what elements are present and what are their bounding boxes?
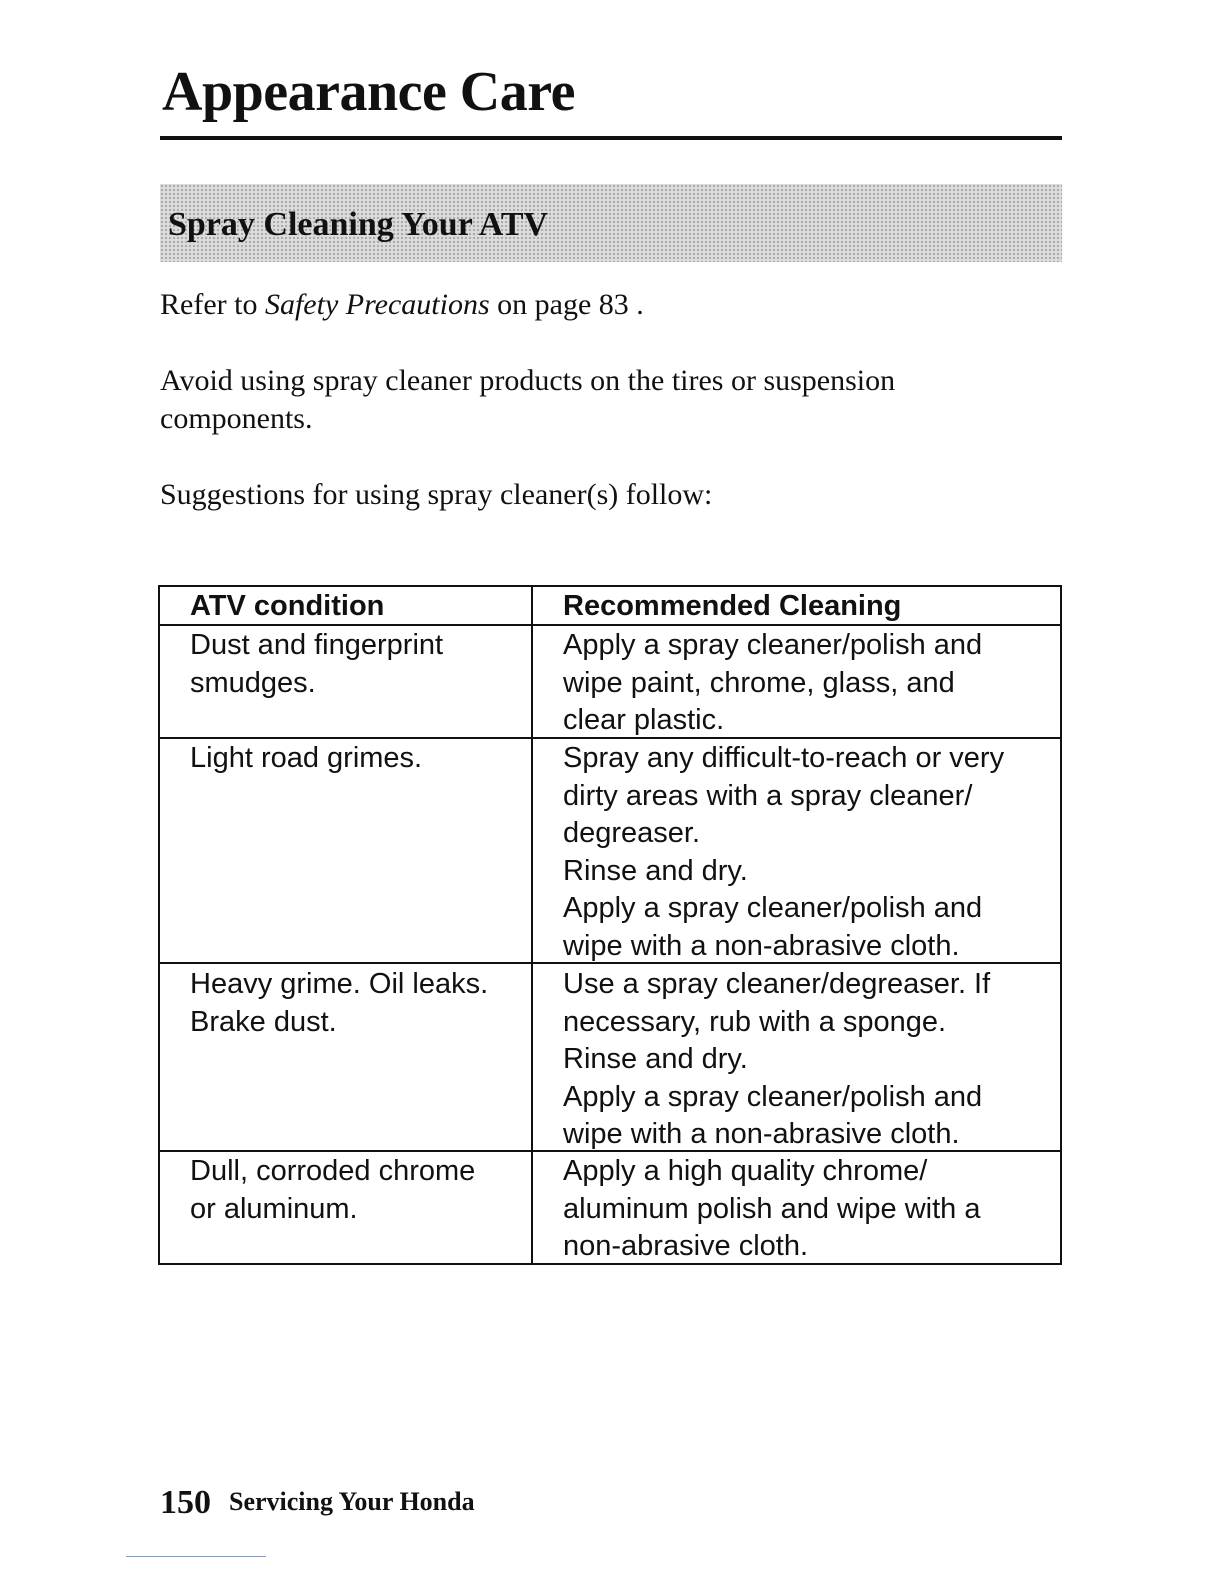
- cell-line: degreaser.: [563, 817, 701, 849]
- cell-line: aluminum polish and wipe with a: [563, 1192, 981, 1225]
- row-rule: [160, 1150, 1060, 1152]
- bottom-rule: [126, 1556, 266, 1557]
- suggestions-paragraph: Suggestions for using spray cleaner(s) follow:: [160, 478, 713, 511]
- cell-line: Dull, corroded chrome: [190, 1155, 476, 1187]
- cell-line: Apply a spray cleaner/polish and: [563, 892, 983, 924]
- table-row-1-cleaning: [563, 627, 1048, 740]
- cell-line: wipe with a non-abrasive cloth.: [563, 929, 960, 962]
- header-atv-condition: ATV condition: [190, 590, 385, 622]
- cell-line: non-abrasive cloth.: [563, 1230, 809, 1262]
- table-row-1-condition: [190, 627, 520, 702]
- cell-line: Apply a spray cleaner/polish and: [563, 1080, 983, 1113]
- column-divider: [531, 587, 533, 1263]
- table-row-3-cleaning: [563, 966, 1048, 1154]
- cell-line: Brake dust.: [190, 1005, 337, 1038]
- cell-line: Rinse and dry.: [563, 1043, 748, 1075]
- page-title: Appearance Care: [162, 61, 575, 123]
- cell-line: dirty areas with a spray cleaner/: [563, 779, 973, 812]
- cell-line: clear plastic.: [563, 704, 725, 736]
- refer-prefix: Refer to: [160, 288, 258, 321]
- table-row-2-condition: [190, 740, 520, 778]
- section-title: Spray Cleaning Your ATV: [168, 206, 549, 243]
- cell-line: Use a spray cleaner/degreaser. If: [563, 968, 991, 1000]
- page-number: 150: [160, 1484, 211, 1521]
- cleaning-table: [158, 585, 1062, 1265]
- cell-line: or aluminum.: [190, 1192, 358, 1225]
- safety-reference: [160, 286, 960, 324]
- row-rule: [160, 962, 1060, 964]
- cell-line: Light road grimes.: [190, 742, 423, 774]
- cell-line: Apply a high quality chrome/: [563, 1155, 928, 1187]
- table-row-3-condition: [190, 966, 520, 1041]
- table-row-4-cleaning: [563, 1153, 1048, 1266]
- cell-line: smudges.: [190, 666, 316, 699]
- row-rule: [160, 737, 1060, 739]
- cell-line: wipe paint, chrome, glass, and: [563, 666, 955, 699]
- header-rule: [160, 624, 1060, 626]
- cell-line: Dust and fingerprint: [190, 629, 444, 661]
- cell-line: Spray any difficult-to-reach or very: [563, 742, 1005, 774]
- refer-suffix: on page 83 .: [497, 288, 644, 321]
- cell-line: Apply a spray cleaner/polish and: [563, 629, 983, 661]
- footer-section-name: Servicing Your Honda: [229, 1487, 475, 1516]
- cell-line: wipe with a non-abrasive cloth.: [563, 1118, 960, 1150]
- safety-precautions-link[interactable]: Safety Precautions: [264, 288, 490, 321]
- avoid-paragraph: [160, 362, 960, 438]
- cell-line: necessary, rub with a sponge.: [563, 1005, 947, 1038]
- avoid-line-1: Avoid using spray cleaner products on the tires or suspension: [160, 364, 896, 397]
- title-rule: [160, 136, 1062, 140]
- section-heading-band: [160, 184, 1062, 262]
- table-row-2-cleaning: [563, 740, 1048, 965]
- table-row-4-condition: [190, 1153, 520, 1228]
- cell-line: Heavy grime. Oil leaks.: [190, 968, 489, 1000]
- cell-line: Rinse and dry.: [563, 854, 748, 887]
- header-recommended-cleaning: Recommended Cleaning: [563, 590, 902, 622]
- avoid-line-2: components.: [160, 402, 313, 435]
